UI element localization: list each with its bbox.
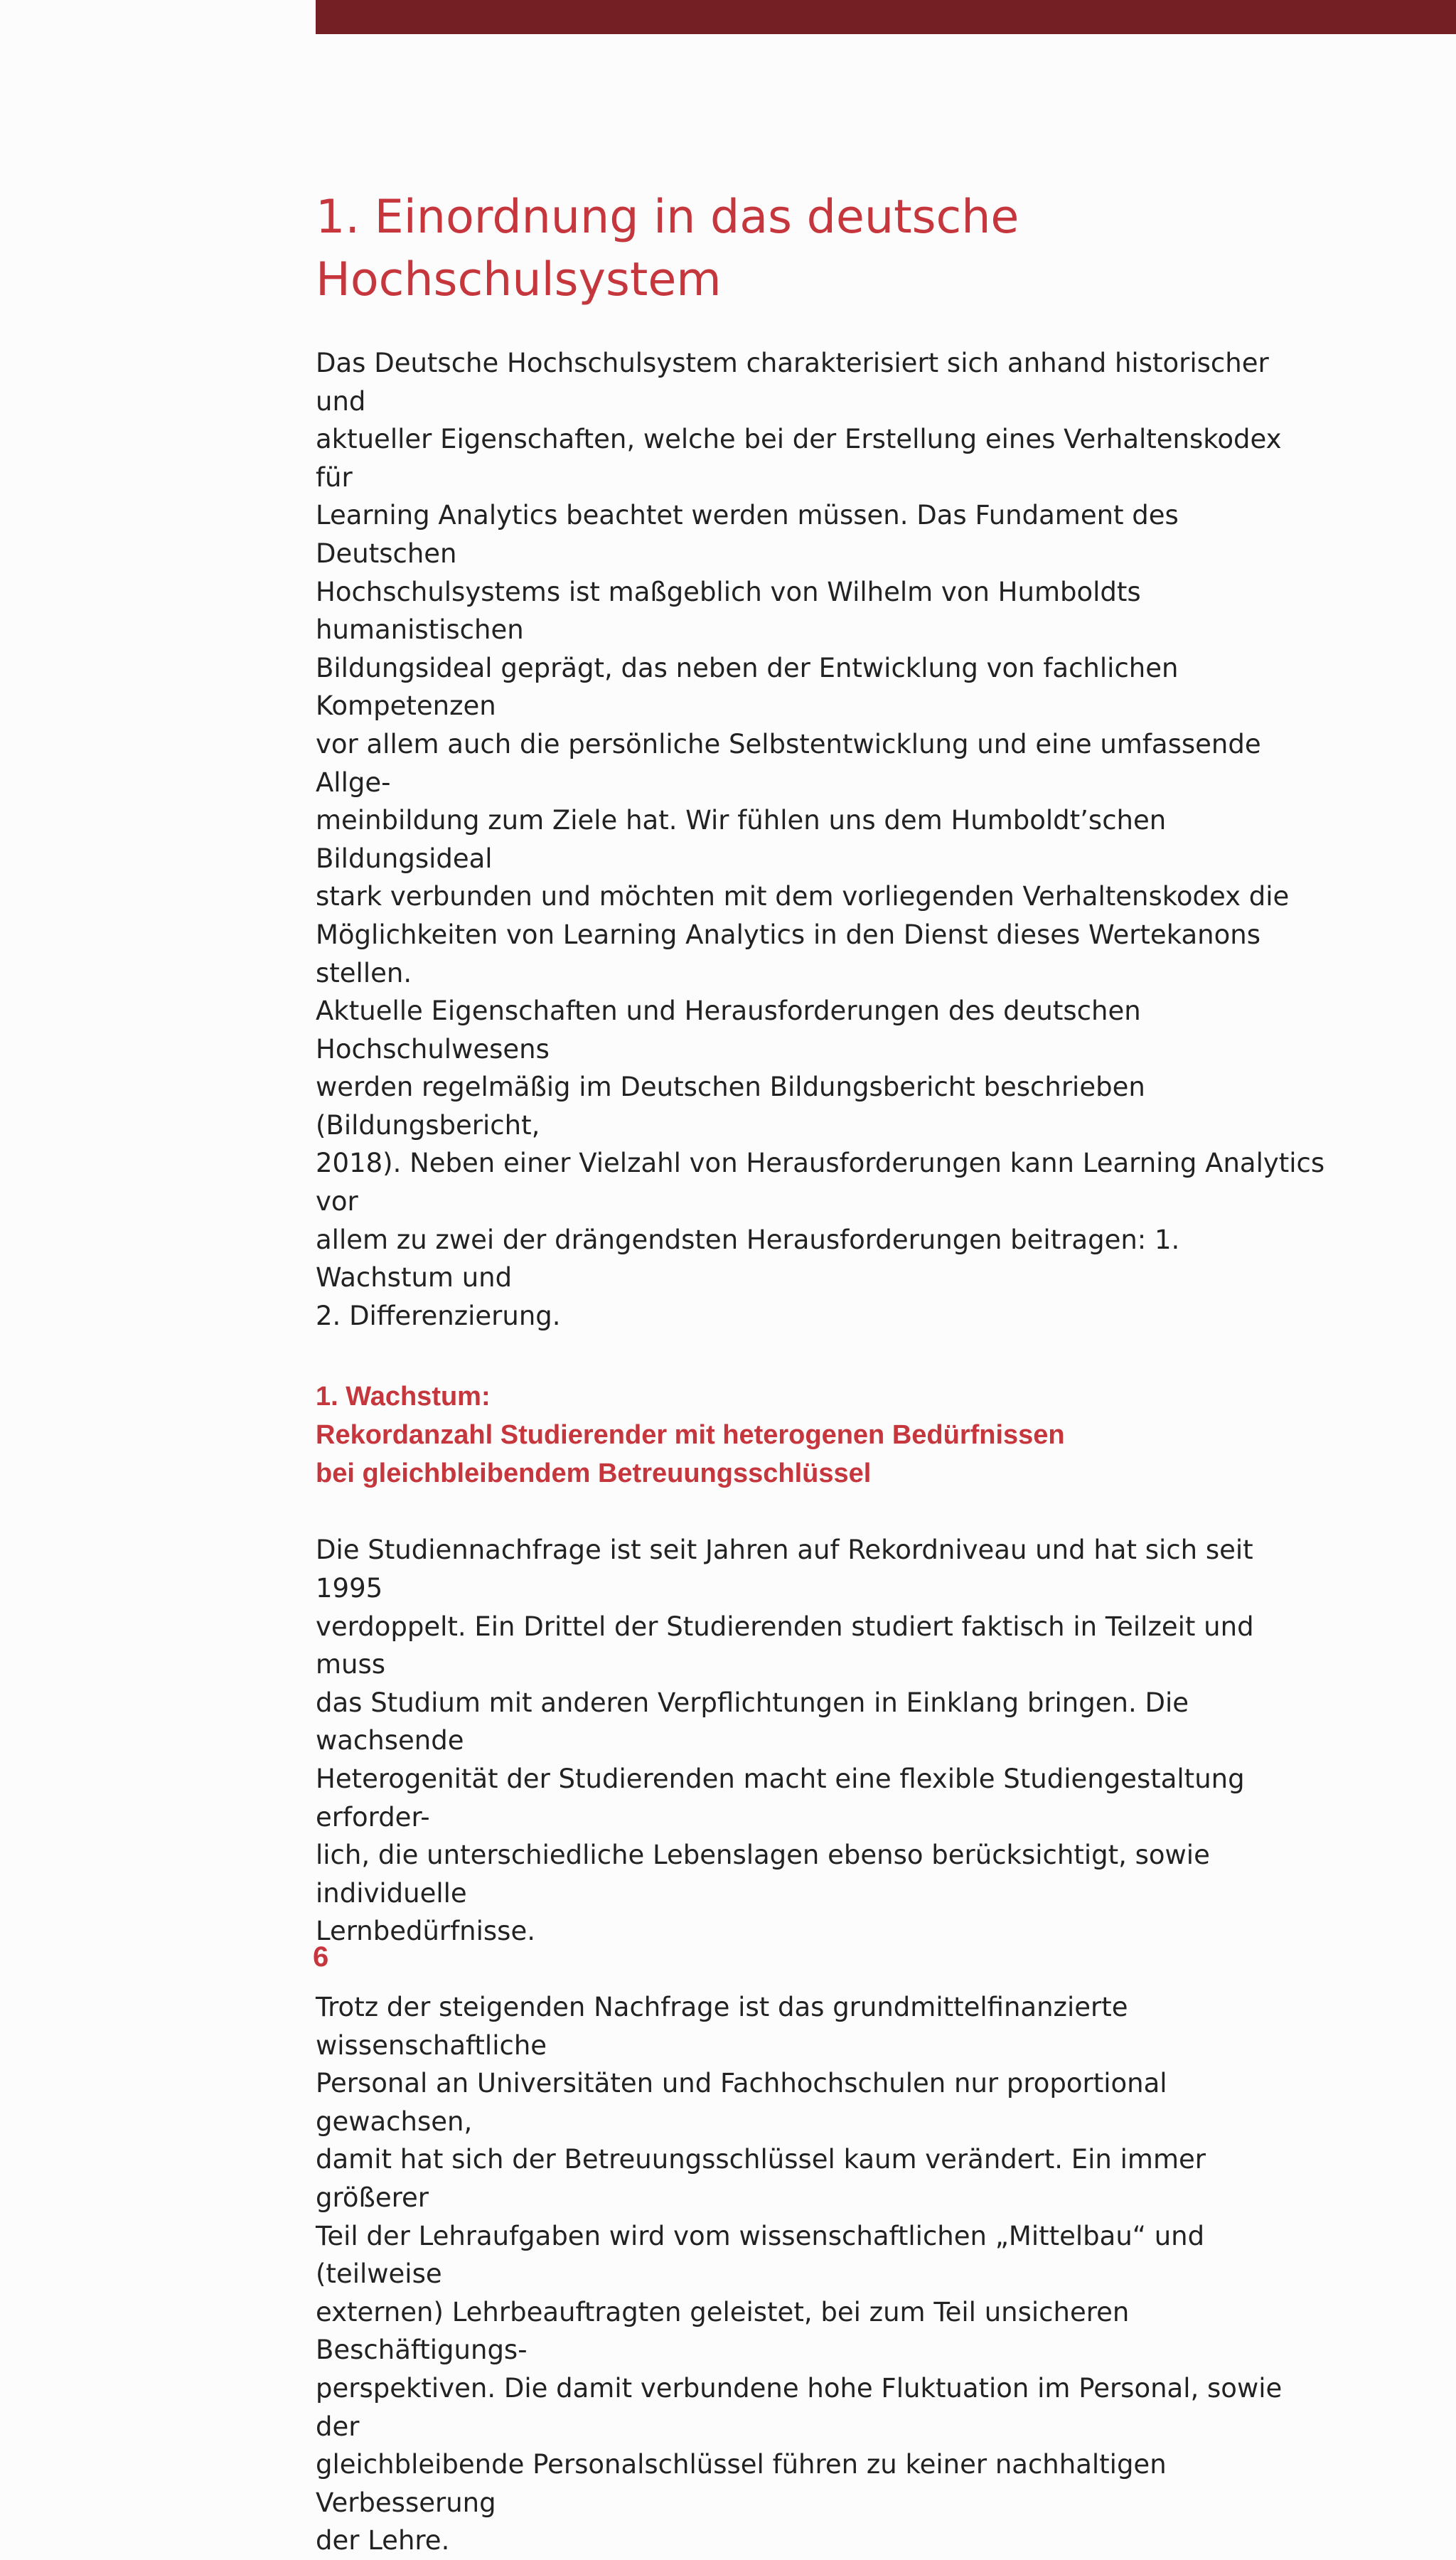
section-paragraph: Trotz der steigenden Nachfrage ist das grundmittelfinanzierte wissenschaftliche Personal an Universitäten und Fachhochschulen nur proportional gewachsen, damit hat sich der Betreuungsschlüssel kaum verändert. Ein immer größerer Teil der Lehraufgaben wird vom wissenschaftlichen „Mittelbau“ und (teilweise externen) Lehrbeauftragten geleistet, bei zum Teil unsicheren Beschäftigungs- perspektiven. Die damit verbundene hohe Fluktuation im Personal, sowie der gleichbleibende Personalschlüssel führen zu keiner nachhaltigen Verbesserung der Lehre.	[316, 1991, 1283, 2556]
section-paragraph: Die Studiennachfrage ist seit Jahren auf Rekordniveau und hat sich seit 1995 verdoppelt. Ein Drittel der Studierenden studiert faktisch in Teilzeit und muss das Studium mit anderen Verpflichtungen in Einklang bringen. Die wachsende Heterogenität der Studierenden macht eine flexible Studiengestaltung erforder- lich, die unterschiedliche Lebenslagen ebenso berücksichtigt, sowie individuelle Lernbedürfnisse.	[316, 1535, 1254, 1947]
header-accent-bar	[316, 0, 1456, 34]
section-heading-line: 1. Wachstum:	[316, 1382, 491, 1412]
page-content	[316, 186, 1325, 2560]
section-heading-line: bei gleichbleibendem Betreuungsschlüssel	[316, 1458, 872, 1489]
section-heading-line: Rekordanzahl Studierender mit heterogenen Bedürfnissen	[316, 1420, 1065, 1451]
section-heading	[316, 1377, 1325, 1493]
intro-paragraph: Das Deutsche Hochschulsystem charakterisiert sich anhand historischer und aktueller Eigenschaften, welche bei der Erstellung eines Verhaltenskodex für Learning Analytics beachtet werden müssen. Das Fundament des Deutschen Hochschulsystems ist maßgeblich von Wilhelm von Humboldts humanistischen Bildungsideal geprägt, das neben der Entwicklung von fachlichen Kompetenzen vor allem auch die persönliche Selbstentwicklung und eine umfassende Allge- meinbildung zum Ziele hat. Wir fühlen uns dem Humboldt’schen Bildungsideal stark verbunden und möchten mit dem vorliegenden Verhaltenskodex die Möglichkeiten von Learning Analytics in den Dienst dieses Wertekanons stellen. Aktuelle Eigenschaften und Herausforderungen des deutschen Hochschulwesens werden regelmäßig im Deutschen Bildungsbericht beschrieben (Bildungsbericht, 2018). Neben einer Vielzahl von Herausforderungen kann Learning Analytics vor allem zu zwei der drängendsten Herausforderungen beitragen: 1. Wachstum und 2. Differenzierung.	[316, 348, 1325, 1331]
page-number: 6	[313, 1941, 329, 1973]
chapter-title: 1. Einordnung in das deutsche Hochschulsystem	[316, 191, 1019, 306]
